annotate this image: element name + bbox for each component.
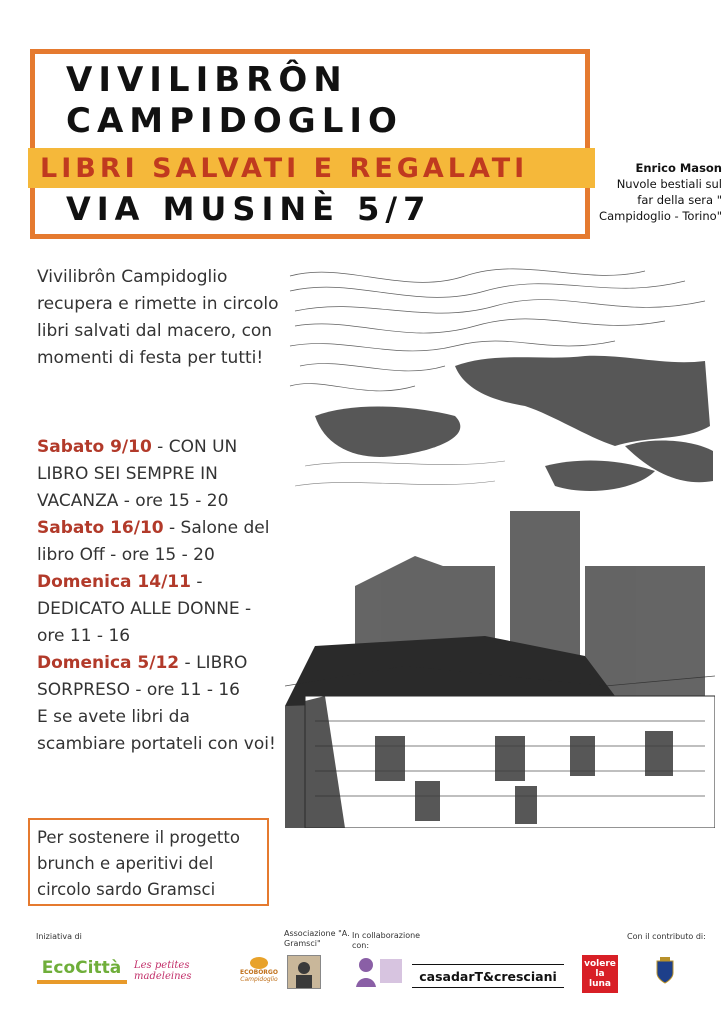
event-date: Domenica 14/11	[37, 572, 191, 592]
event-desc: - Salone del libro Off - ore 15 - 20	[37, 518, 270, 565]
ecocitta-logo-text: EcoCittà	[41, 958, 122, 978]
footer-label-collaborazione: In collaborazione con:	[352, 931, 421, 950]
volere-la-luna-logo	[582, 955, 618, 993]
events-list	[37, 434, 282, 704]
silhouette-icon	[354, 955, 404, 987]
event-item	[37, 650, 282, 704]
event-date: Sabato 16/10	[37, 518, 164, 538]
footer-label-associazione: Associazione "A. Gramsci"	[284, 929, 350, 948]
banner-text: LIBRI SALVATI E REGALATI	[40, 153, 529, 184]
closing-text: E se avete libri da scambiare portateli con voi!	[37, 707, 276, 754]
crest-icon	[655, 957, 675, 985]
collaboration-logo	[354, 955, 404, 987]
artist-name: Enrico Mason	[635, 161, 722, 175]
ecocitta-logo	[34, 955, 129, 987]
footer-label-contributo: Con il contributo di:	[627, 932, 706, 941]
address-line: VIA MUSINÈ 5/7	[66, 190, 432, 228]
event-desc: - LIBRO SORPRESO - ore 11 - 16	[37, 653, 248, 700]
event-desc: - CON UN LIBRO SEI SEMPRE IN VACANZA - ore 15 - 20	[37, 437, 238, 511]
artist-credit	[598, 160, 722, 224]
portrait-icon	[288, 956, 320, 988]
title-line-2: CAMPIDOGLIO	[66, 101, 403, 141]
casadart-logo	[412, 964, 564, 988]
event-item	[37, 569, 282, 650]
ecoborgo-logo-mark	[250, 957, 268, 969]
casadart-logo-text: casadarT&cresciani	[419, 968, 557, 984]
gramsci-portrait-logo	[287, 955, 321, 989]
event-date: Sabato 9/10	[37, 437, 152, 457]
madeleines-logo	[134, 958, 234, 984]
title-line-1: VIVILIBRÔN	[66, 60, 348, 100]
ecoborgo-logo-sub: Campidoglio	[240, 976, 278, 983]
intro-text: Vivilibrôn Campidoglio recupera e rimette in circolo libri salvati dal macero, con momenti di festa per tutti!	[37, 267, 279, 368]
ecoborgo-logo	[238, 952, 280, 988]
event-date: Domenica 5/12	[37, 653, 180, 673]
ecocitta-logo-bar	[37, 980, 127, 984]
volere-logo-text: volere la luna	[584, 959, 616, 989]
artwork-caption: Nuvole bestiali sul far della sera " Campidoglio - Torino"	[599, 177, 722, 223]
event-item	[37, 434, 282, 515]
support-text: Per sostenere il progetto brunch e aperitivi del circolo sardo Gramsci	[37, 828, 240, 899]
event-item	[37, 515, 282, 569]
event-desc: - DEDICATO ALLE DONNE - ore 11 - 16	[37, 572, 252, 646]
coat-of-arms-logo	[655, 957, 675, 985]
ecoborgo-logo-text: ECOBORGO	[240, 969, 278, 976]
ink-drawing-illustration	[285, 266, 715, 828]
footer-label-iniziativa: Iniziativa di	[36, 932, 82, 941]
madeleines-logo-text: Les petites madeleines	[134, 960, 192, 982]
